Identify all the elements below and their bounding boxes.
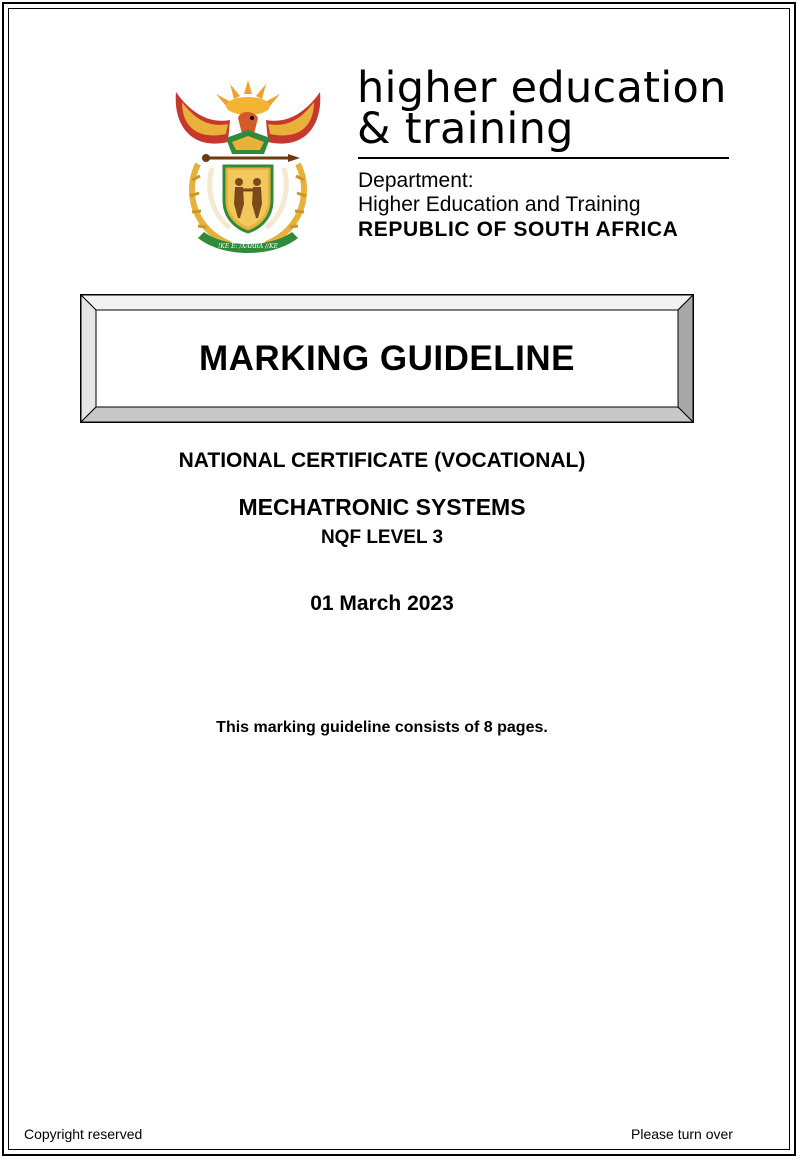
- department-country: REPUBLIC OF SOUTH AFRICA: [358, 218, 679, 241]
- brand-line-2: & training: [357, 104, 574, 154]
- brand-line-1: higher education: [357, 63, 727, 113]
- svg-text:!KE E: /XARRA //KE: !KE E: /XARRA //KE: [217, 243, 279, 250]
- brand-divider: [358, 157, 729, 159]
- page-count-note: This marking guideline consists of 8 pages.: [216, 719, 548, 736]
- subject-name: MECHATRONIC SYSTEMS: [238, 494, 526, 520]
- qualification-name: NATIONAL CERTIFICATE (VOCATIONAL): [178, 449, 586, 472]
- footer-turn-over: Please turn over: [631, 1126, 733, 1142]
- nqf-level: NQF LEVEL 3: [320, 527, 444, 548]
- department-label: Department:: [358, 169, 474, 192]
- department-name: Higher Education and Training: [358, 193, 641, 216]
- footer-copyright: Copyright reserved: [24, 1126, 143, 1142]
- coat-of-arms-icon: [168, 72, 328, 262]
- document-title: MARKING GUIDELINE: [199, 338, 575, 378]
- exam-date: 01 March 2023: [310, 592, 454, 615]
- department-brand: [357, 63, 737, 241]
